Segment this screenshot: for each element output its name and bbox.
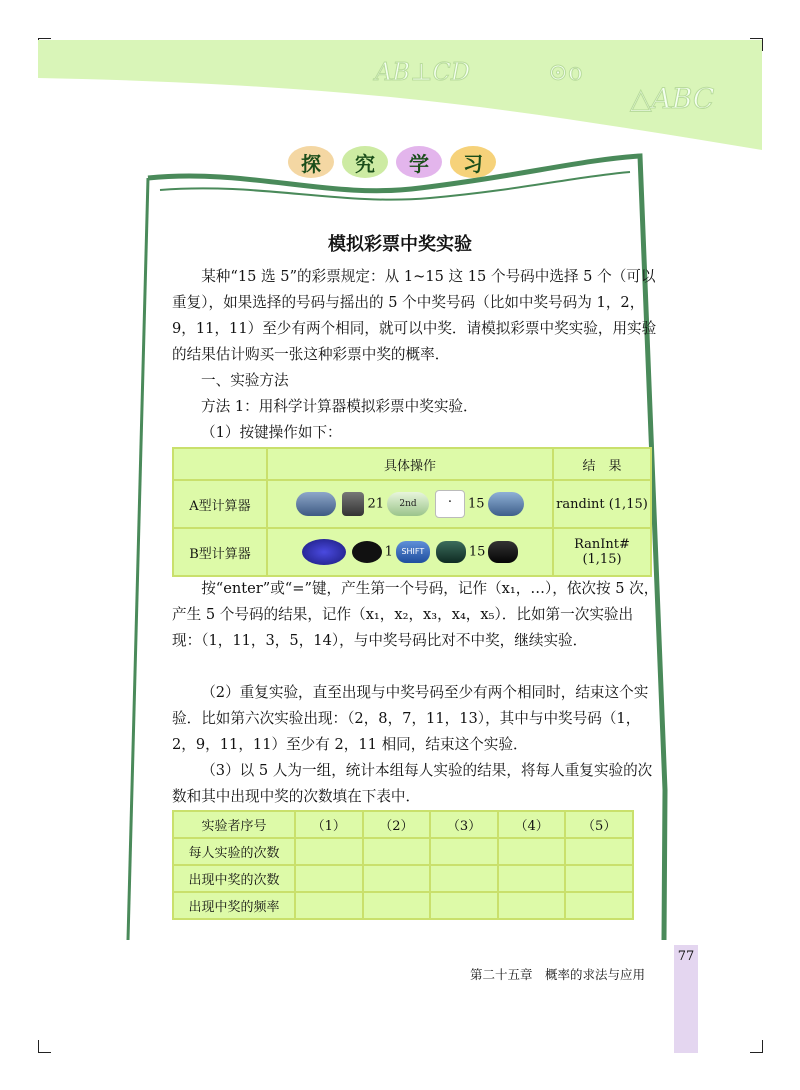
- chapter-footer: 第二十五章 概率的求法与应用: [470, 967, 646, 982]
- rec-row-label: 出现中奖的频率: [173, 892, 295, 919]
- op-row-a-result: randint (1,15): [553, 480, 651, 528]
- rec-cell: [565, 865, 633, 892]
- op-header-operation: 具体操作: [267, 448, 553, 480]
- op-row-b-keys: [267, 528, 553, 576]
- page-number-tab: [674, 945, 698, 1053]
- paragraph-4: （3）以 5 人为一组，统计本组每人实验的结果，将每人重复实验的次数和其中出现中奖的次数填在下表中．: [172, 762, 653, 805]
- rec-cell: [498, 892, 566, 919]
- rec-cell: [295, 838, 363, 865]
- paragraph-2: 按“enter”或“=”键，产生第一个号码，记作（x₁，…），依次按 5 次，产生 5 个号码的结果，记作（x₁，x₂，x₃，x₄，x₅）．比如第一次实验出现：（1，11，3，5，14），与中奖号码比对不中奖，继续实验．: [172, 580, 659, 649]
- rec-cell: [565, 838, 633, 865]
- key-mode-icon: [302, 539, 346, 565]
- crop-mark-bl: [38, 1040, 51, 1053]
- page-number: 77: [677, 949, 695, 964]
- step-1-text: （1）按键操作如下：: [201, 424, 342, 441]
- op-row-b-result: RanInt# (1,15): [553, 528, 651, 576]
- rec-cell: [498, 838, 566, 865]
- op-b-num-1: 1: [384, 544, 393, 560]
- rec-row-label: 出现中奖的次数: [173, 865, 295, 892]
- deco-triangle: △ABC: [630, 82, 715, 115]
- op-table-header: [173, 448, 651, 480]
- rec-header-4: （4）: [498, 811, 566, 838]
- rec-cell: [363, 892, 431, 919]
- intro-paragraph: 某种“15 选 5”的彩票规定：从 1~15 这 15 个号码中选择 5 个（可以重复），如果选择的号码与摇出的 5 个中奖号码（比如中奖号码为 1，2，9，11，11）至少有两个相同，就可以中奖．请模拟彩票中奖实验，用实验的结果估计购买一张这种彩票中奖的概率．: [172, 268, 657, 363]
- deco-circle: ⊙o: [548, 58, 583, 86]
- rec-cell: [363, 838, 431, 865]
- key-close-icon: [488, 492, 524, 516]
- key-rand-icon: [296, 492, 336, 516]
- op-row-b: [173, 528, 651, 576]
- deco-perpendicular: AB⊥CD: [375, 58, 471, 86]
- op-b-num-2: 15: [468, 544, 486, 560]
- rec-cell: [498, 865, 566, 892]
- op-header-result: 结 果: [553, 448, 651, 480]
- key-2nd-icon: 2nd: [387, 492, 429, 516]
- badge-xue: 学: [396, 146, 442, 178]
- rec-cell: [565, 892, 633, 919]
- rec-header-5: （5）: [565, 811, 633, 838]
- key-dot-b-icon: [352, 541, 382, 563]
- method-1-text: 方法 1：用科学计算器模拟彩票中奖实验．: [201, 398, 478, 415]
- rec-cell: [295, 865, 363, 892]
- op-row-b-name: B型计算器: [173, 528, 267, 576]
- rec-cell: [363, 865, 431, 892]
- rec-header-0: 实验者序号: [173, 811, 295, 838]
- badge-jiu: 究: [342, 146, 388, 178]
- rec-cell: [430, 892, 498, 919]
- rec-cell: [430, 838, 498, 865]
- key-dot-icon: .: [435, 490, 465, 518]
- rec-header-2: （2）: [363, 811, 431, 838]
- badge-xi: 习: [450, 146, 496, 178]
- rec-table-header: [173, 811, 633, 838]
- rec-cell: [295, 892, 363, 919]
- page-title: 模拟彩票中奖实验: [328, 234, 472, 255]
- op-header-blank: [173, 448, 267, 480]
- op-a-num-1: 21: [367, 496, 384, 512]
- rec-row-wins: [173, 865, 633, 892]
- paragraph-3: （2）重复实验，直至出现与中奖号码至少有两个相同时，结束这个实验．比如第六次实验出现：（2，8，7，11，13），其中与中奖号码（1，2，9，11，11）至少有 2，11 相同，结束这个实验．: [172, 684, 649, 753]
- rec-row-label: 每人实验的次数: [173, 838, 295, 865]
- rec-row-frequency: [173, 892, 633, 919]
- key-arrow-icon: [342, 492, 364, 516]
- rec-cell: [430, 865, 498, 892]
- rec-header-1: （1）: [295, 811, 363, 838]
- key-comma-icon: [436, 541, 466, 563]
- key-shift-icon: SHIFT: [396, 541, 430, 563]
- op-row-a: [173, 480, 651, 528]
- badge-tan: 探: [288, 146, 334, 178]
- operation-table: [172, 447, 652, 577]
- rec-header-3: （3）: [430, 811, 498, 838]
- record-table: [172, 810, 634, 920]
- op-row-a-keys: [267, 480, 553, 528]
- crop-mark-br: [750, 1040, 763, 1053]
- rec-row-trials: [173, 838, 633, 865]
- section-heading: 一、实验方法: [201, 372, 289, 389]
- key-paren-icon: [488, 541, 518, 563]
- op-row-a-name: A型计算器: [173, 480, 267, 528]
- op-a-num-2: 15: [468, 496, 485, 512]
